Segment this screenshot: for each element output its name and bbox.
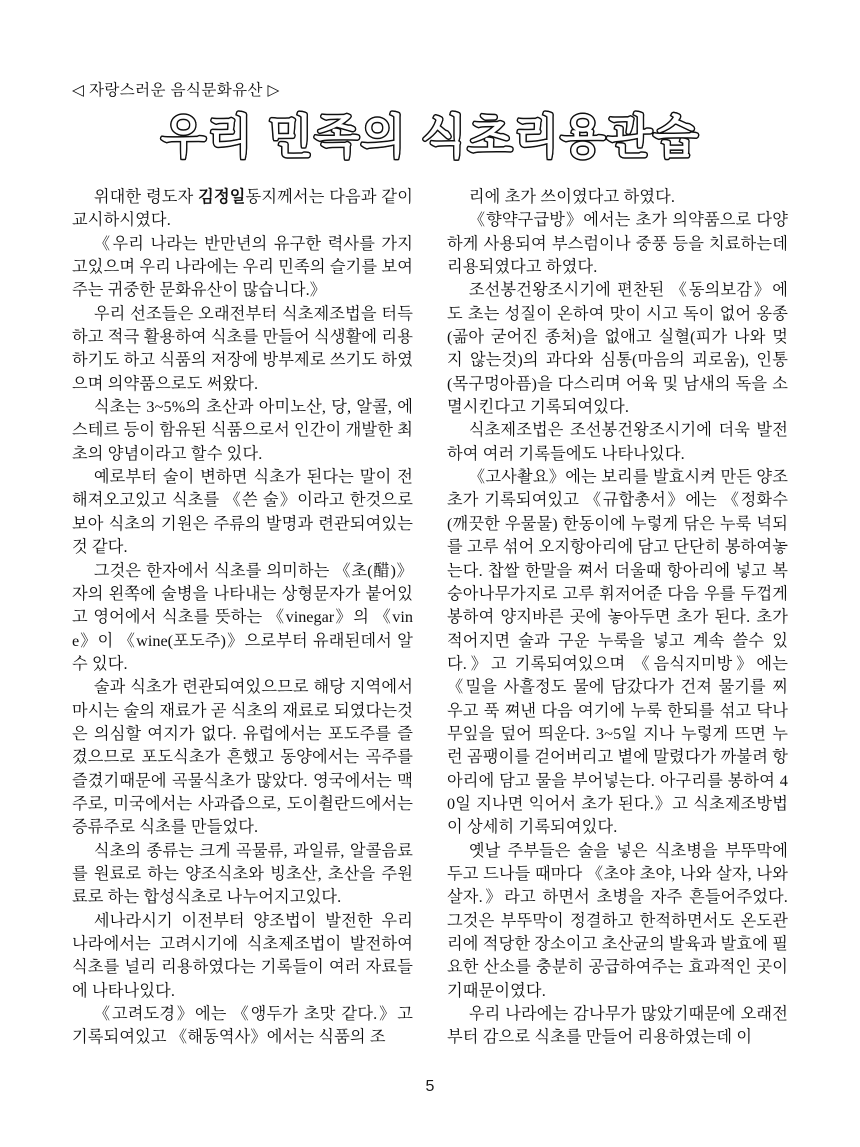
paragraph: 술과 식초가 련관되여있으므로 해당 지역에서 마시는 술의 재료가 곧 식초의 재료로 되였다는것은 의심할 여지가 없다. 유럽에서는 포도주를 즐겼으므로 포도식초가 흔했고 동양에서는 곡주를 즐겼기때문에 곡물식초가 많았다. 영국에서는 맥주로, 미국에서는 사과즙으로, 도이췰란드에서는 증류주로 식초를 만들었다. [72,678,413,837]
paragraph: 위대한 령도자 김정일동지께서는 다음과 같이 교시하시였다. [72,188,413,230]
paragraph: 옛날 주부들은 술을 넣은 식초병을 부뚜막에 두고 드나들 때마다 《초야 초야, 나와 살자, 나와 살자.》라고 하면서 초병을 자주 흔들어주었다. 그것은 부뚜막이 정결하고 한적하면서도 온도관리에 적당한 장소이고 초산균의 발육과 발효에 필요한 산소를 충분히 공급하여주는 효과적인 곳이기때문이였다. [447,841,788,1000]
article-body [72,186,788,1076]
page-title: 우리 민족의 식초리용관습 [160,110,700,163]
paragraph: 《우리 나라는 반만년의 유구한 력사를 가지고있으며 우리 나라에는 우리 민족의 슬기를 보여주는 귀중한 문화유산이 많습니다.》 [72,234,413,300]
page-title-container [0,112,860,163]
paragraph: 우리 나라에는 감나무가 많았기때문에 오래전부터 감으로 식초를 만들어 리용하였는데 이 [447,1005,788,1047]
paragraph: 《고려도경》에는 《앵두가 초맛 같다.》고 기록되여있고 《해동역사》에서는 식품의 조 [72,1005,413,1047]
paragraph: 식초는 3~5%의 초산과 아미노산, 당, 알콜, 에스테르 등이 함유된 식품으로서 인간이 개발한 최초의 양념이라고 할수 있다. [72,398,413,463]
paragraph: 《고사촬요》에는 보리를 발효시켜 만든 양조초가 기록되여있고 《규합총서》에는 《정화수(깨끗한 우물물) 한동이에 누렇게 닦은 누룩 넉되를 고루 섞어 오지항아리에 담고 단단히 봉하여놓는다. 찹쌀 한말을 쪄서 더울때 항아리에 넣고 복숭아나무가지로 고루 휘저어준 다음 우를 두껍게 봉하여 양지바른 곳에 놓아두면 초가 된다. 초가 적어지면 술과 구운 누룩을 넣고 계속 쓸수 있다.》고 기록되여있으며 《음식지미방》에는 《밀을 사흘정도 물에 담갔다가 건져 물기를 찌우고 푹 쪄낸 다음 여기에 누룩 한되를 섞고 닥나무잎을 덮어 띄운다. 3~5일 지나 누렇게 뜨면 누런 곰팽이를 걷어버리고 볕에 말렸다가 까불려 항아리에 담고 물을 부어넣는다. 아구리를 봉하여 40일 지나면 익어서 초가 된다.》고 식초제조방법이 상세히 기록되여있다. [447,468,788,837]
paragraph: 세나라시기 이전부터 양조법이 발전한 우리 나라에서는 고려시기에 식초제조법이 발전하여 식초를 널리 리용하였다는 기록들이 여러 자료들에 나타나있다. [72,911,413,1000]
paragraph: 식초제조법은 조선봉건왕조시기에 더욱 발전하여 여러 기록들에도 나타나있다. [447,421,788,463]
paragraph: 우리 선조들은 오래전부터 식초제조법을 터득하고 적극 활용하여 식초를 만들어 식생활에 리용하기도 하고 식품의 저장에 방부제로 쓰기도 하였으며 의약품으로도 써왔다. [72,304,413,393]
paragraph: 《향약구급방》에서는 초가 의약품으로 다양하게 사용되여 부스럼이나 중풍 등을 치료하는데 리용되였다고 하였다. [447,211,788,277]
paragraph: 조선봉건왕조시기에 편찬된 《동의보감》에도 초는 성질이 온하여 맛이 시고 독이 없어 옹종(곪아 굳어진 종처)을 없애고 실혈(피가 나와 멎지 않는것)의 과다와 심통(마음의 괴로움), 인통(목구멍아픔)을 다스리며 어육 및 남새의 독을 소멸시킨다고 기록되여있다. [447,281,788,417]
paragraph: 예로부터 술이 변하면 식초가 된다는 말이 전해져오고있고 식초를 《쓴 술》이라고 한것으로 보아 식초의 기원은 주류의 발명과 련관되여있는것 같다. [72,468,413,557]
section-kicker: ◁ 자랑스러운 음식문화유산 ▷ [72,82,280,99]
column-left [72,186,413,1076]
column-right [447,186,788,1076]
paragraph: 그것은 한자에서 식초를 의미하는 《초(醋)》자의 왼쪽에 술병을 나타내는 상형문자가 붙어있고 영어에서 식초를 뜻하는 《vinegar》의 《vine》이 《wine(포도주)》으로부터 유래된데서 알수 있다. [72,561,413,673]
page-number: 5 [425,1078,435,1095]
paragraph: 리에 초가 쓰이였다고 하였다. [468,188,676,206]
paragraph: 식초의 종류는 크게 곡물류, 과일류, 알콜음료를 원료로 하는 양조식초와 빙초산, 초산을 주원료로 하는 합성식초로 나누어지고있다. [72,841,413,907]
